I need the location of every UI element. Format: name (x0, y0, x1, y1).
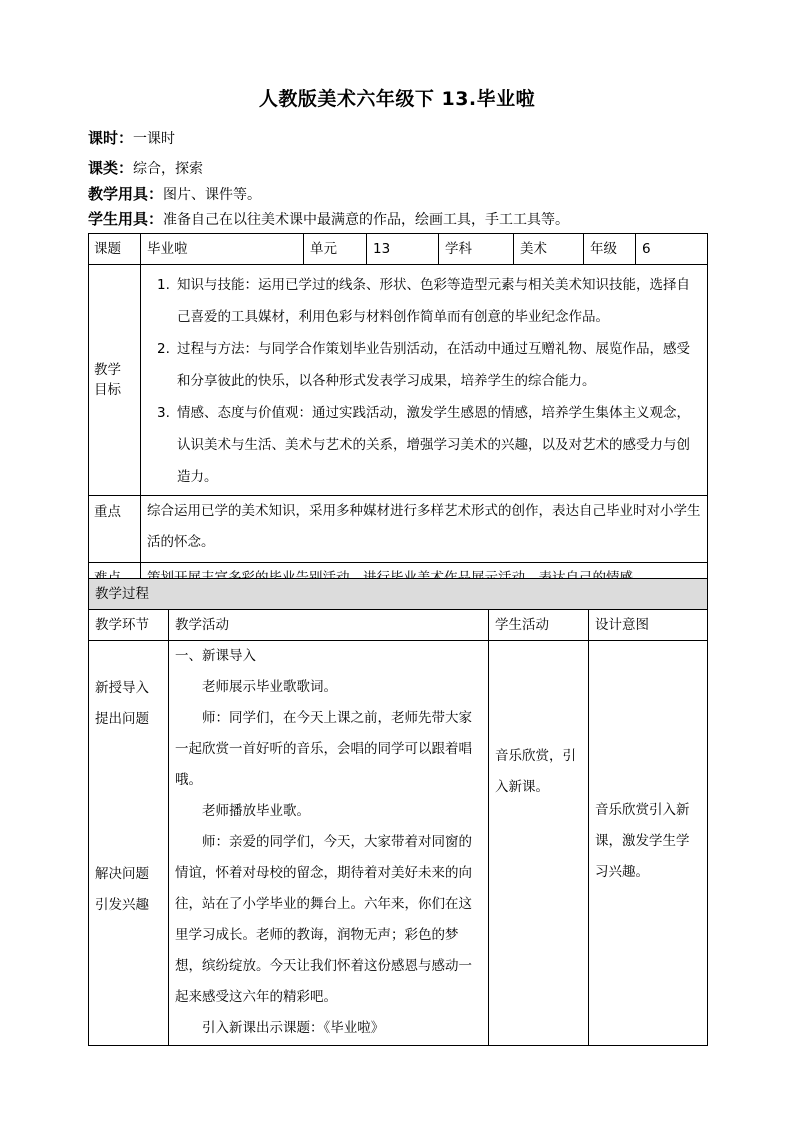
goal-number: 1. (157, 277, 170, 293)
goals-row (89, 265, 708, 496)
lesson-info-table (88, 233, 708, 594)
grade-label: 年级 (584, 234, 636, 265)
stage-1-line2: 提出问题 (95, 711, 149, 727)
goal-text: 情感、态度与价值观：通过实践活动，激发学生感恩的情感，培养学生集体主义观念，认识美术与生活、美术与艺术的关系，增强学习美术的兴趣，以及对艺术的感受力与创造力。 (177, 405, 690, 485)
stage-cell (89, 641, 169, 1046)
activity-paragraph: 师：同学们，在今天上课之前，老师先带大家一起欣赏一首好听的音乐，会唱的同学可以跟着唱哦。 (175, 710, 472, 788)
teacher-tools-label: 教学用具： (88, 185, 164, 203)
stage-1 (95, 673, 149, 735)
process-header-row (89, 610, 708, 641)
topic-value: 毕业啦 (141, 234, 304, 265)
goal-item (151, 397, 701, 493)
key-point-label: 重点 (89, 496, 141, 563)
goals-content (141, 265, 708, 496)
process-section-title: 教学过程 (89, 579, 708, 610)
goals-list (151, 269, 701, 493)
student-tools-line (88, 208, 569, 229)
student-tools-label: 学生用具： (88, 210, 164, 228)
topic-row (89, 234, 708, 265)
goal-number: 3. (157, 405, 170, 421)
topic-label: 课题 (89, 234, 141, 265)
unit-label: 单元 (304, 234, 367, 265)
unit-value: 13 (367, 234, 439, 265)
goals-label-line2: 目标 (94, 382, 121, 398)
lesson-type-line (88, 157, 203, 178)
teacher-tools-value: 图片、课件等。 (163, 187, 262, 203)
subject-value: 美术 (514, 234, 584, 265)
document-title: 人教版美术六年级下 13.毕业啦 (258, 88, 536, 110)
lesson-time-value: 一课时 (133, 131, 176, 147)
design-intent-cell: 音乐欣赏引入新课，激发学生学习兴趣。 (589, 641, 708, 1046)
activity-cell (169, 641, 489, 1046)
key-point-value: 综合运用已学的美术知识，采用多种媒材进行多样艺术形式的创作，表达自己毕业时对小学生活的怀念。 (141, 496, 708, 563)
stage-2 (95, 859, 149, 921)
goal-number: 2. (157, 341, 170, 357)
header-stage: 教学环节 (89, 610, 169, 641)
stage-1-line1: 新授导入 (95, 680, 149, 696)
lesson-time-label: 课时： (88, 129, 134, 147)
activity-paragraph: 老师播放毕业歌。 (202, 803, 310, 819)
stage-2-line2: 引发兴趣 (95, 897, 149, 913)
goals-label (89, 265, 141, 496)
lesson-type-label: 课类： (88, 159, 134, 177)
goal-item (151, 269, 701, 333)
header-student-activity: 学生活动 (489, 610, 589, 641)
process-section-row (89, 579, 708, 610)
lesson-time-line (88, 127, 175, 148)
activity-paragraph: 老师展示毕业歌歌词。 (202, 679, 337, 695)
subject-label: 学科 (439, 234, 514, 265)
student-tools-value: 准备自己在以往美术课中最满意的作品，绘画工具，手工工具等。 (163, 212, 570, 228)
lesson-type-value: 综合，探索 (133, 161, 204, 177)
activity-paragraph: 师：亲爱的同学们，今天，大家带着对同窗的情谊，怀着对母校的留念，期待着对美好未来的向往，站在了小学毕业的舞台上。六年来，你们在这里学习成长。老师的教诲，润物无声；彩色的梦想，缤纷绽放。今天让我们怀着这份感恩与感动一起来感受这六年的精彩吧。 (175, 834, 472, 1005)
process-row (89, 641, 708, 1046)
student-activity-cell: 音乐欣赏，引入新课。 (489, 641, 589, 1046)
goal-text: 过程与方法：与同学合作策划毕业告别活动，在活动中通过互赠礼物、展览作品，感受和分享彼此的快乐，以各种形式发表学习成果，培养学生的综合能力。 (177, 341, 690, 389)
teacher-tools-line (88, 183, 261, 204)
header-activity: 教学活动 (169, 610, 489, 641)
header-design-intent: 设计意图 (589, 610, 708, 641)
stage-2-line1: 解决问题 (95, 866, 149, 882)
activity-heading: 一、新课导入 (175, 648, 256, 664)
teaching-process-table (88, 578, 708, 1046)
key-point-row (89, 496, 708, 563)
goal-text: 知识与技能：运用已学过的线条、形状、色彩等造型元素与相关美术知识技能，选择自己喜爱的工具媒材，利用色彩与材料创作简单而有创意的毕业纪念作品。 (177, 277, 690, 325)
goals-label-line1: 教学 (94, 362, 121, 378)
grade-value: 6 (636, 234, 708, 265)
activity-paragraph: 引入新课出示课题：《毕业啦》 (202, 1020, 385, 1036)
goal-item (151, 333, 701, 397)
